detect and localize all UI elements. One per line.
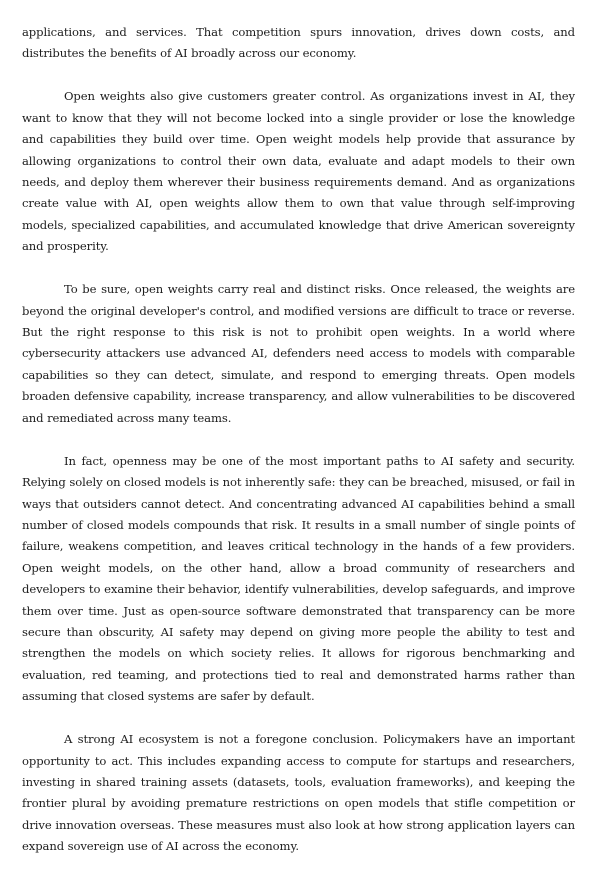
paragraph-continuation: applications, and services. That competition spurs innovation, drives down costs, and distributes the benefits of AI broadly across our economy. <box>22 25 575 61</box>
paragraph-safety-security: In fact, openness may be one of the most important paths to AI safety and security. Relying solely on closed models is not inherently safe: they can be breached, misused, or fail in ways that outsiders cannot detect. And concentrating advanced AI capabilities behind a small number of closed models compounds that risk. It results in a small number of single points of failure, weakens competition, and leaves critical technology in the hands of a few providers. Open weight models, on the other hand, allow a broad community of researchers and developers to examine their behavior, identify vulnerabilities, develop safeguards, and improve them over time. Just as open-source software demonstrated that transparency can be more secure than obscurity, AI safety may depend on giving more people the ability to test and strengthen the models on which society relies. It allows for rigorous benchmarking and evaluation, red teaming, and protections tied to real and demonstrated harms rather than assuming that closed systems are safer by default. <box>22 453 575 704</box>
document-page <box>22 22 575 879</box>
paragraph-ai-ecosystem: A strong AI ecosystem is not a foregone conclusion. Policymakers have an important opportunity to act. This includes expanding access to compute for startups and researchers, investing in shared training assets (datasets, tools, evaluation frameworks), and keeping the frontier plural by avoiding premature restrictions on open models that stifle competition or drive innovation overseas. These measures must also look at how strong application layers can expand sovereign use of AI across the economy. <box>22 732 575 854</box>
paragraph-open-weights-control: Open weights also give customers greater control. As organizations invest in AI, they want to know that they will not become locked into a single provider or lose the knowledge and capabilities they build over time. Open weight models help provide that assurance by allowing organizations to control their own data, evaluate and adapt models to their own needs, and deploy them wherever their business requirements demand. And as organizations create value with AI, open weights allow them to own that value through self-improving models, specialized capabilities, and accumulated knowledge that drive American sovereignty and prosperity. <box>22 89 575 254</box>
paragraph-open-weights-risks: To be sure, open weights carry real and distinct risks. Once released, the weights are beyond the original developer's control, and modified versions are difficult to trace or reverse. But the right response to this risk is not to prohibit open weights. In a world where cybersecurity attackers use advanced AI, defenders need access to models with comparable capabilities so they can detect, simulate, and respond to emerging threats. Open models broaden defensive capability, increase transparency, and allow vulnerabilities to be discovered and remediated across many teams. <box>22 282 575 425</box>
